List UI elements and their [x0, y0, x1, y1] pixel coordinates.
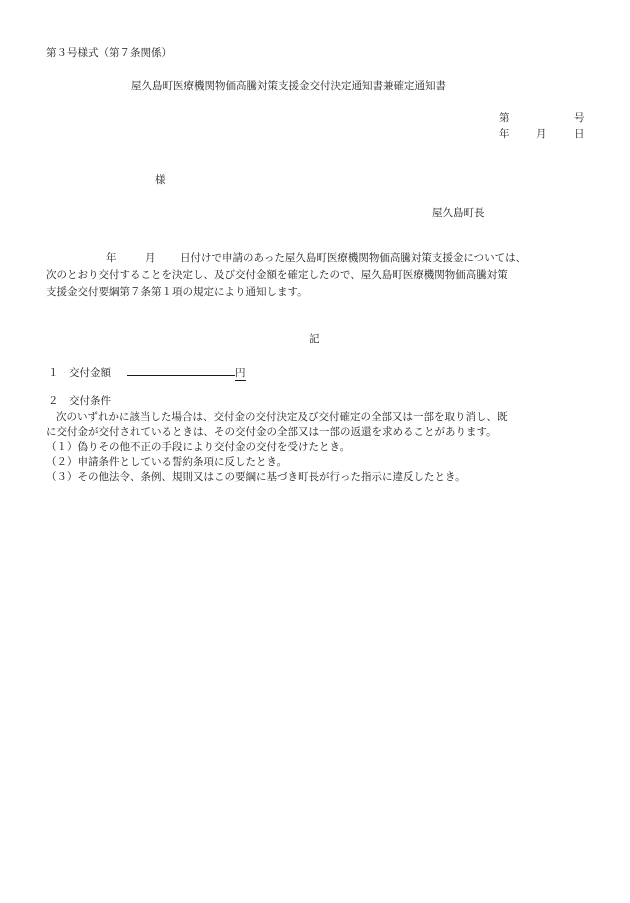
form-number: 第３号様式（第７条関係）	[46, 47, 172, 59]
sender-name: 屋久島町長	[432, 207, 485, 219]
ki-heading: 記	[309, 333, 320, 345]
condition-line: （３）その他法令、条例、規則又はこの要綱に基づき町長が行った指示に違反したとき。	[46, 471, 466, 483]
conditions-list	[46, 410, 508, 485]
date-year: 年	[499, 128, 510, 140]
grant-amount-label: １ 交付金額	[48, 367, 111, 379]
grant-amount-blank	[127, 363, 235, 376]
body-year: 年	[106, 252, 117, 264]
grant-amount-unit: 円	[235, 367, 246, 379]
body-paragraph	[46, 250, 586, 301]
recipient-honorific: 様	[155, 174, 166, 186]
item-conditions-label: ２ 交付条件	[48, 395, 111, 407]
document-title: 屋久島町医療機関物価高騰対策支援金交付決定通知書兼確定通知書	[131, 80, 446, 92]
date-day: 日	[574, 128, 585, 140]
condition-line: 次のいずれかに該当した場合は、交付金の交付決定及び交付確定の全部又は一部を取り消し、既	[56, 411, 508, 423]
date-month: 月	[536, 128, 547, 140]
condition-line: （２）申請条件としている誓約条項に反したとき。	[46, 456, 288, 468]
item-grant-amount	[48, 363, 246, 381]
body-month: 月	[145, 252, 156, 264]
number-suffix: 号	[574, 112, 585, 124]
body-line-1	[46, 250, 586, 267]
body-line-1-text: 日付けで申請のあった屋久島町医療機関物価高騰対策支援金については、	[180, 252, 527, 264]
condition-line: に交付金が交付されているときは、その交付金の全部又は一部の返還を求めることがあります。	[46, 426, 497, 438]
body-line-3: 支援金交付要綱第７条第１項の規定により通知します。	[46, 286, 308, 298]
number-prefix: 第	[499, 112, 510, 124]
condition-line: （１）偽りその他不正の手段により交付金の交付を受けたとき。	[46, 441, 351, 453]
body-line-2: 次のとおり交付することを決定し、及び交付金額を確定したので、屋久島町医療機関物価高騰対策	[46, 269, 508, 281]
